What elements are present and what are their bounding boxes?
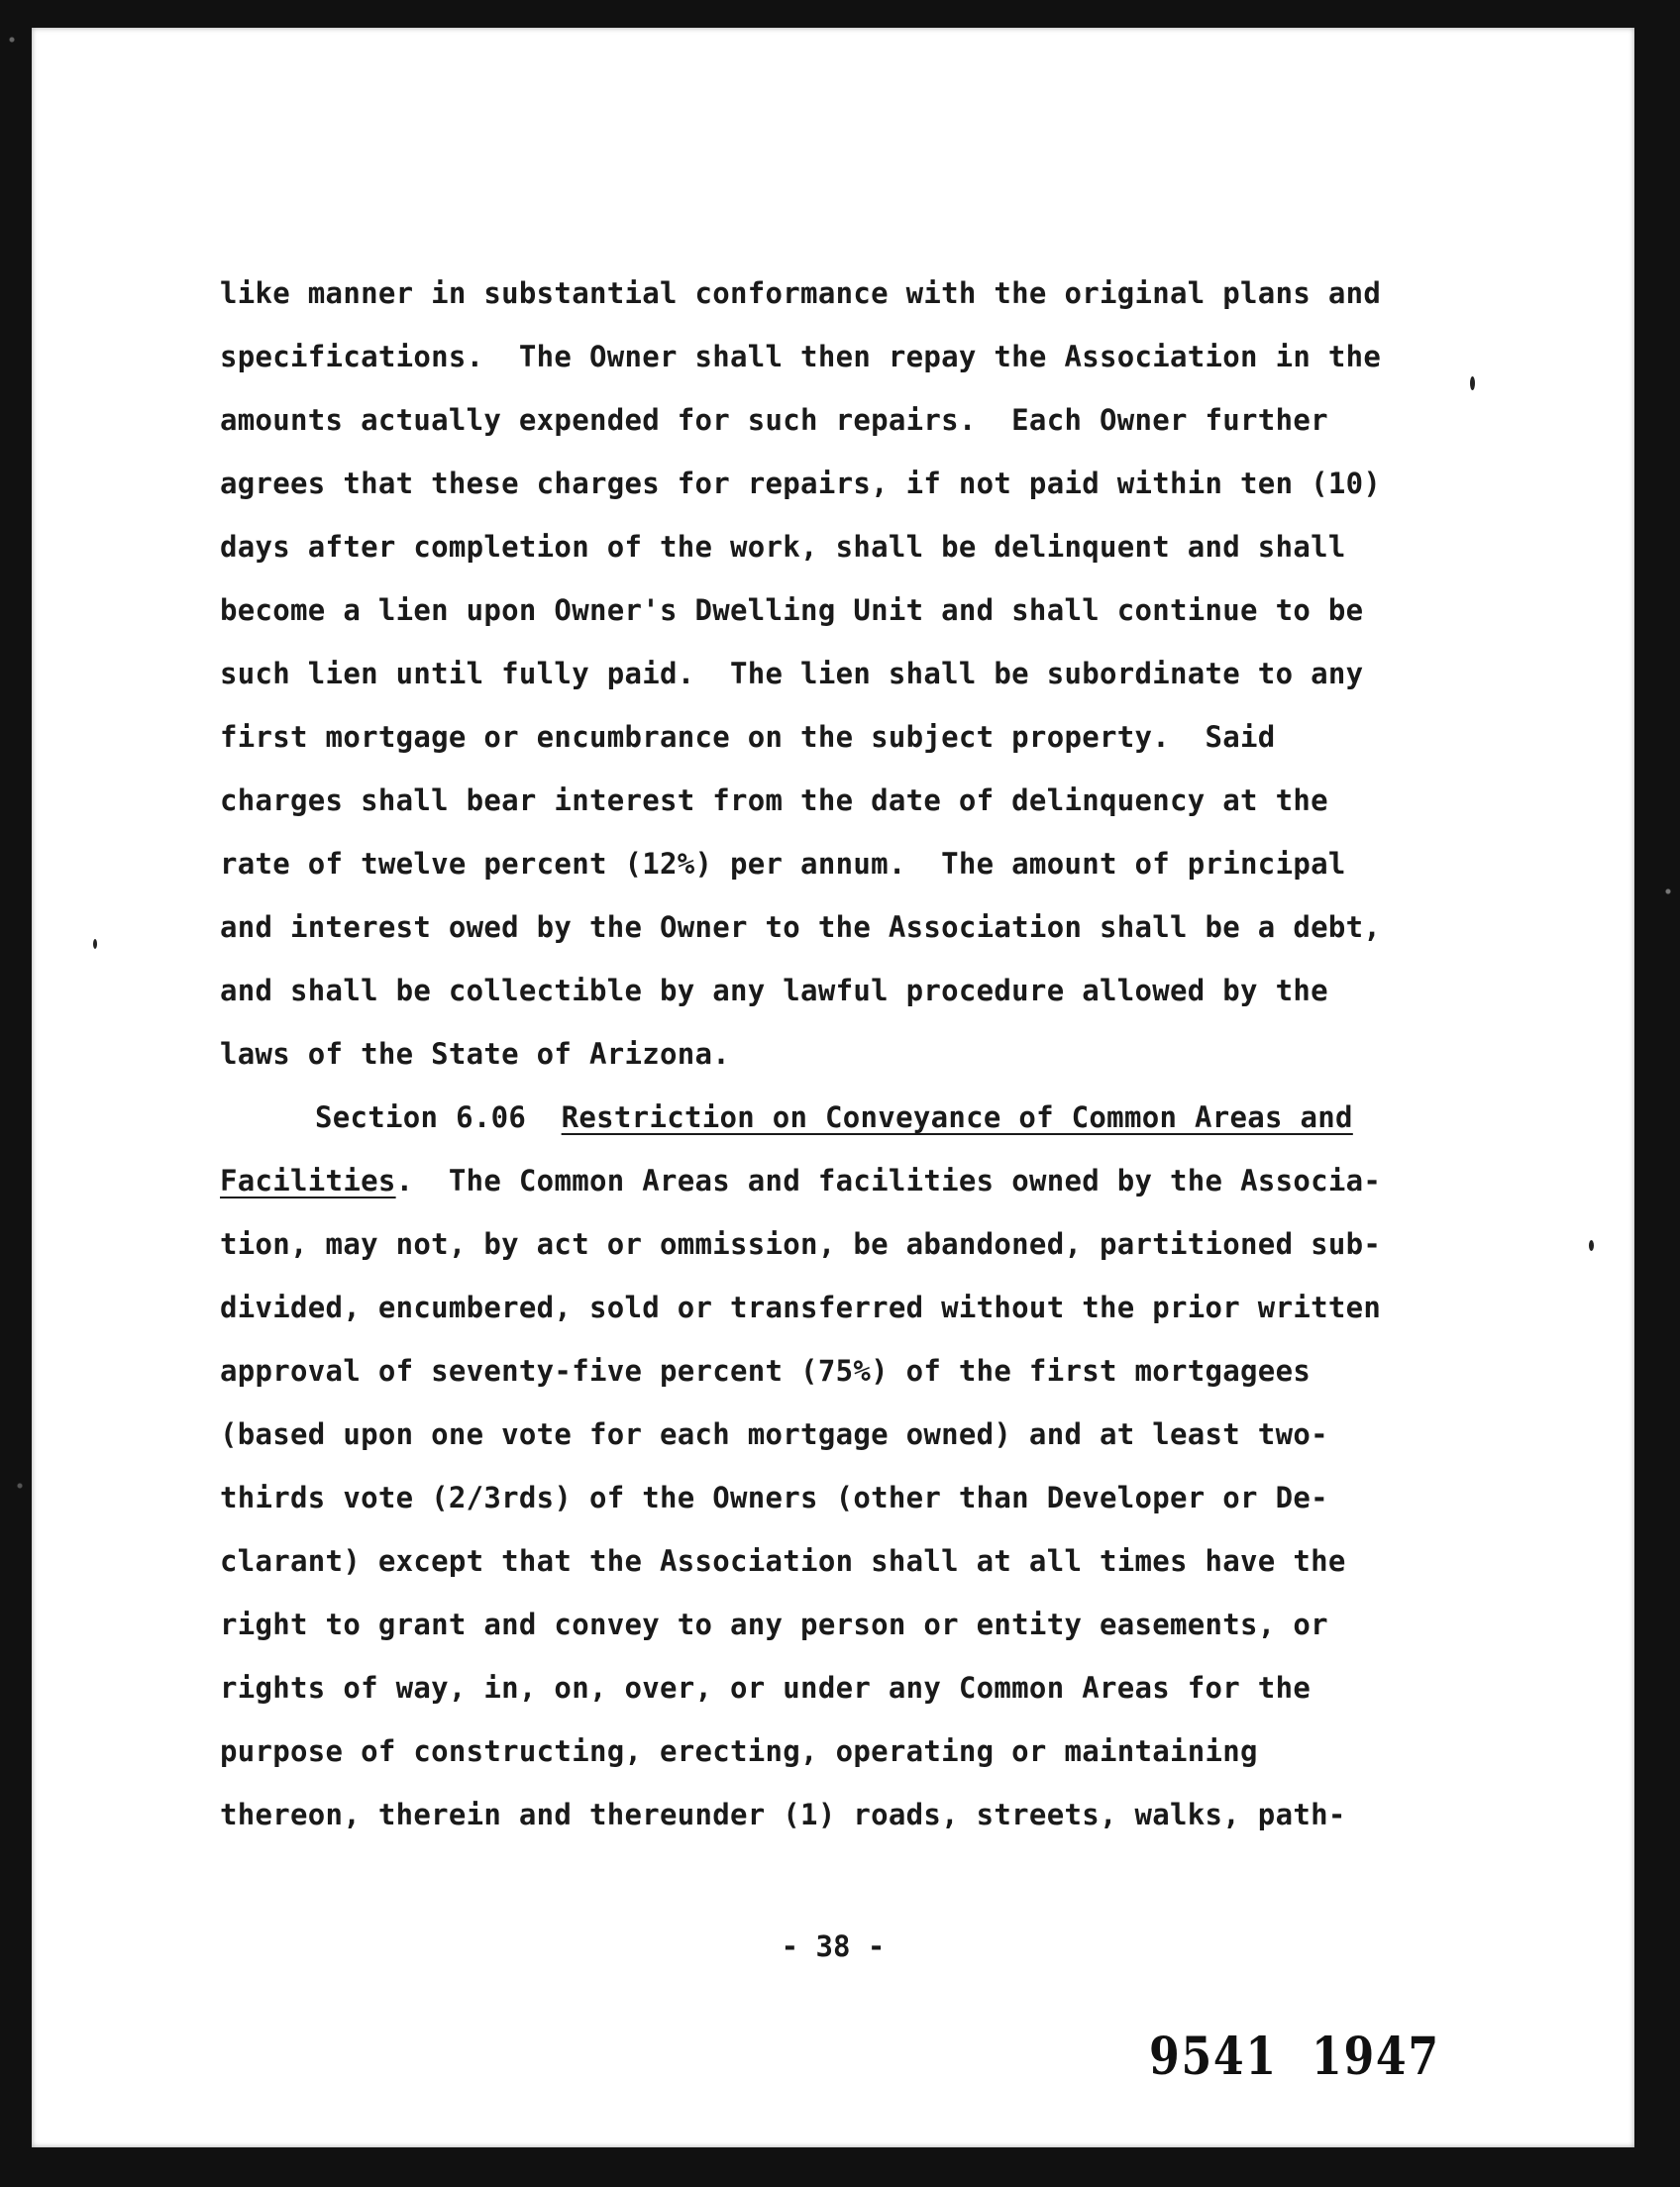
text-line: become a lien upon Owner's Dwelling Unit and shall continue to be (220, 593, 1364, 627)
text-line: amounts actually expended for such repairs. Each Owner further (220, 403, 1328, 437)
text-line: approval of seventy-five percent (75%) of the first mortgagees (220, 1354, 1312, 1388)
document-id: 9541 1947 (1149, 2027, 1440, 2087)
text-line: thirds vote (2/3rds) of the Owners (other than Developer or De- (220, 1481, 1328, 1514)
text-line: purpose of constructing, erecting, operating or maintaining (220, 1734, 1258, 1768)
scan-speck (1589, 1240, 1594, 1251)
page-number: - 38 - (781, 1929, 886, 1963)
scan-speck (1470, 376, 1475, 390)
text-line: first mortgage or encumbrance on the subject property. Said (220, 720, 1276, 754)
text-line: tion, may not, by act or ommission, be abandoned, partitioned sub- (220, 1227, 1382, 1261)
text-line: clarant) except that the Association shall at all times have the (220, 1544, 1346, 1578)
section-title-end: Facilities (220, 1164, 396, 1198)
text-line: days after completion of the work, shall be delinquent and shall (220, 530, 1346, 564)
text-line: thereon, therein and thereunder (1) roads, streets, walks, path- (220, 1798, 1346, 1831)
scan-speck (93, 939, 97, 949)
section-number: Section 6.06 (315, 1100, 562, 1134)
text-line: rights of way, in, on, over, or under any Common Areas for the (220, 1671, 1312, 1705)
text-line: rate of twelve percent (12%) per annum. The amount of principal (220, 847, 1346, 881)
text-line: right to grant and convey to any person or entity easements, or (220, 1608, 1328, 1641)
body-text (220, 261, 1537, 1846)
section-title-continuation (220, 1149, 1537, 1212)
text-line: like manner in substantial conformance with the original plans and (220, 276, 1382, 310)
document-page (32, 28, 1634, 2147)
section-title: Restriction on Conveyance of Common Areas and (561, 1100, 1353, 1134)
text-line: and interest owed by the Owner to the Association shall be a debt, (220, 910, 1382, 944)
text-line: (based upon one vote for each mortgage owned) and at least two- (220, 1417, 1328, 1451)
text-line: charges shall bear interest from the date of delinquency at the (220, 783, 1328, 817)
text-line: divided, encumbered, sold or transferred without the prior written (220, 1291, 1382, 1324)
section-text: . The Common Areas and facilities owned by the Associa- (395, 1164, 1382, 1198)
text-line: and shall be collectible by any lawful procedure allowed by the (220, 974, 1328, 1007)
text-line: laws of the State of Arizona. (220, 1037, 731, 1071)
text-line: specifications. The Owner shall then repay the Association in the (220, 340, 1382, 373)
text-line: agrees that these charges for repairs, if not paid within ten (10) (220, 467, 1382, 500)
section-heading-line (220, 1086, 1537, 1149)
text-line: such lien until fully paid. The lien shall be subordinate to any (220, 657, 1364, 690)
